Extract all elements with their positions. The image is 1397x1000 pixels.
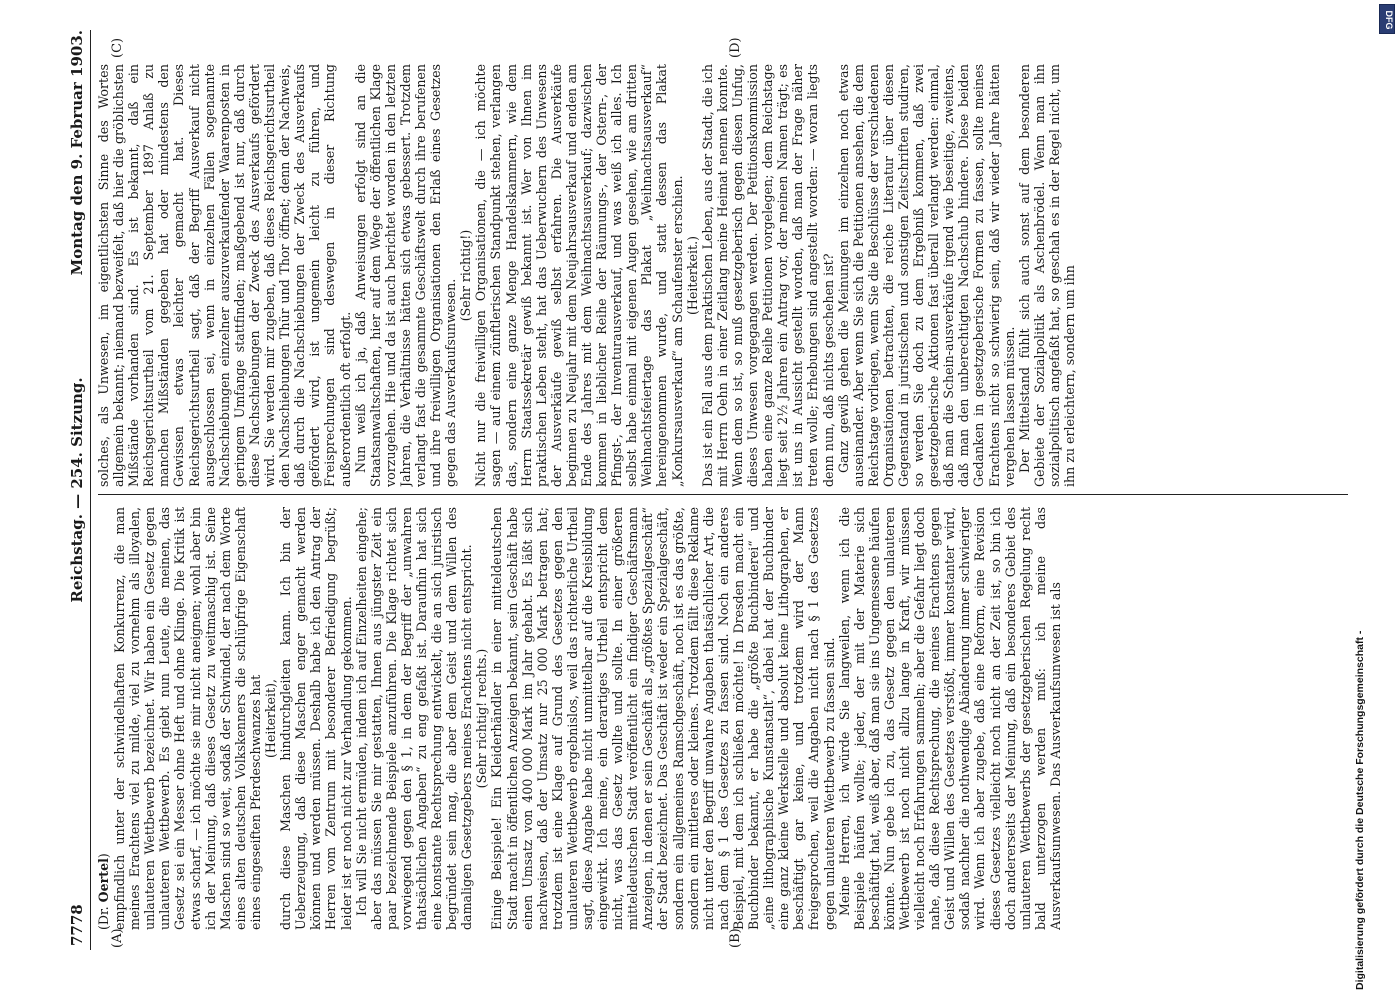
page-header xyxy=(68,30,90,950)
rotated-document xyxy=(68,30,1368,950)
interjection: (Heiterkeit), xyxy=(263,679,279,758)
speaker-prefix: (Dr. xyxy=(96,906,111,930)
paragraph: Nun weiß ich ja, daß Anweisungen erfolgt sind an die Staatsanwaltschaften, hier auf dem Wege der öffentlichen Klage vorzugehen. Hie und da ist auch berichtet worden in den letzten Jahren, die Verhältnisse hätten sich etwas gebessert. Trotzdem verlangt fast die gesammte Geschäftswelt durch ihre berufenen und ihre freiwilligen Organisationen den Erlaß eines Gesetzes gegen das Ausverkaufsunwesen. xyxy=(352,64,459,487)
page-number: 7778 xyxy=(68,904,86,946)
paragraph: Ich will Sie nicht ermüden, indem ich auf Einzelheiten eingehe; aber das müssen Sie mir gestatten, Ihnen aus jüngster Zeit ein paar bezeichnende Beispiele anzuführen. Die Klage richtet sich vorwiegend gegen den § 1, in dem der Begriff der „unwahren thatsächlichen Angaben“ zu eng gefaßt ist. Daraufhin hat sich eine konstante Rechtsprechung entwickelt, die an sich juristisch begründet sein mag, die aber dem Geist und dem Willen des damaligen Gesetzgebers meines Erachtens nicht entspricht. xyxy=(353,507,475,930)
interjection: (Sehr richtig! rechts.) xyxy=(474,648,490,789)
speaker-line xyxy=(96,507,111,930)
margin-marker-d: (D) xyxy=(728,37,743,58)
paragraph: durch diese Maschen hindurchgleiten kann. Ich bin der Ueberzeugung, daß diese Maschen enger gemacht werden können und werden müssen. Deshalb habe ich den Antrag der Herren vom Zentrum mit besonderer Befriedigung begrüßt; leider ist er noch nicht zur Verhandlung gekommen. xyxy=(278,507,354,930)
header-date: Montag den 9. Februar 1903. xyxy=(68,30,86,276)
paragraph: Das ist ein Fall aus dem praktischen Leben, aus der Stadt, die ich mit Herrn Oehn in einer Zeitlang meine Heimat nennen konnte. Wenn dem so ist, so muß gesetzgeberisch gegen diesen Unfug, dieses Unwesen vorgegangen werden. Der Petitionskommission haben eine ganze Reihe Petitionen vorgelegen; dem Reichstage liegt seit 2½ Jahren ein Antrag vor, der meinen Namen trägt; es ist uns in Aussicht gestellt worden, daß man der Frage näher treten wolle; Erhebungen sind angestellt worden: — woran liegts denn nun, daß nichts geschehen ist? xyxy=(699,64,836,487)
digitization-note: Digitalisierung gefördert durch die Deutsche Forschungsgemeinschaft - xyxy=(1354,630,1366,990)
left-column xyxy=(96,507,1346,930)
paragraph: Einige Beispiele! Ein Kleiderhändler in einer mitteldeutschen Stadt macht in öffentlichen Anzeigen bekannt, sein Geschäft habe einen Umsatz von 400 000 Mark im Jahr gehabt. Es läßt sich nachweisen, daß der Umsatz nur 25 000 Mark betragen hat; trotzdem ist eine Klage auf Grund des Gesetzes gegen den unlauteren Wettbewerb ergebnislos, weil das richterliche Urtheil sagt, diese Angabe habe nicht unmittelbar auf die Kreisbildung eingewirkt. Ich meine, ein derartiges Urtheil entspricht dem nicht, was das Gesetz wollte und sollte. In einer größeren mitteldeutschen Stadt veröffentlicht ein findiger Geschäftsmann Anzeigen, in denen er sein Geschäft als „größtes Spezialgeschäft“ der Stadt bezeichnet. Das Geschäft ist weder ein Spezialgeschäft, sondern ein allgemeines Ramschgeschäft, noch ist es das größte, sondern ein mittleres oder kleines. Trotzdem fällt diese Reklame nicht unter den Begriff unwahre Angaben thatsächlicher Art, die nach dem § 1 des Gesetzes zu fassen sind. Noch ein anderes Beispiel, mit dem ich schließen möchte! In Dresden macht ein Buchbinder bekannt, er habe die „größte Buchbinderei“ und „eine lithographische Kunstanstalt“, dabei hat der Buchbinder eine ganz kleine Werkstelle und absolut keine Lithographen, er beschäftigt gar keine, und trotzdem wird der Mann freigesprochen, weil die Angaben nicht nach § 1 des Gesetzes gegen unlauteren Wettbewerb zu fassen sind. xyxy=(489,507,837,930)
paragraph: solches, als Unwesen, im eigentlichsten Sinne des Wortes allgemein bekannt; niemand bezweifelt, daß hier die gröblichsten Mißstände vorhanden sind. Es ist bekannt, daß ein Reichsgerichtsurtheil vom 21. September 1897 Anlaß zu manchen Mißständen gegeben hat oder mindestens den Gewissen etwas leichter gemacht hat. Dieses Reichsgerichtsurtheil sagt, daß der Begriff Ausverkauf nicht ausgeschlossen sei, wenn in einzelnen Fällen sogenannte Nachschiebungen einzelner auszuverkaufender Waarenposten in geringem Umfange stattfinden; maßgebend ist nur, daß durch diese Nachschiebungen der Zweck des Ausverkaufs gefördert wird. Sie werden mir zugeben, daß dieses Reichsgerichtsurtheil den Nachschiebungen Thür und Thor öffnet; denn der Nachweis, daß durch die Nachschiebungen der Zweck des Ausverkaufs gefördert wird, ist ungemein leicht zu führen, und Freisprechungen sind deswegen in dieser Richtung außerordentlich oft erfolgt. xyxy=(96,64,353,487)
interjection: (Sehr richtig!) xyxy=(458,229,474,322)
dfg-logo-text: DFG xyxy=(1384,10,1394,30)
margin-marker-b: (B) xyxy=(728,928,743,948)
paragraph: Meine Herren, ich würde Sie langweilen, wenn ich die Beispiele häufen wollte; jeder, der mit der Materie sich beschäftigt hat, weiß aber, daß man sie ins Ungemessene häufen könnte. Nun gebe ich zu, das Gesetz gegen den unlauteren Wettbewerb ist noch nicht allzu lange in Kraft, wir müssen vielleicht noch Erfahrungen sammeln; aber die Gefahr liegt doch nahe, daß diese Rechtsprechung, die meines Erachtens gegen Geist und Willen des Gesetzes verstößt, immer konstanter wird, sodaß nachher die nothwendige Abänderung immer schwieriger wird. Wenn ich aber zugebe, daß eine Reform, eine Revision dieses Gesetzes vielleicht noch nicht an der Zeit ist, so bin ich doch andererseits der Meinung, daß ein besonderes Gebiet des unlauteren Wettbewerbs der gesetzgeberischen Regelung recht bald unterzogen werden muß: ich meine das Ausverkaufsunwesen. Das Ausverkaufsunwesen ist als xyxy=(836,507,1063,930)
paragraph: Ganz gewiß gehen die Meinungen im einzelnen noch etwas auseinander. Aber wenn Sie sich die Petitionen ansehen, die dem Reichstage vorliegen, wenn Sie die Beschlüsse der verschiedenen Organisationen betrachten, die reiche Literatur über diesen Gegenstand in juristischen und sonstigen Zeitschriften studiren, so werden Sie doch zu dem Ergebniß kommen, daß zwei gesetzgeberische Aktionen fast überall verlangt werden: einmal, daß man die Schein-ausverkäufe irgend wie beseitige, zweitens, daß man den unberechtigten Nachschub hindere. Diese beiden Gedanken in gesetzgeberische Formen zu fassen, sollte meines Erachtens nicht so schwierig sein, daß wir wieder Jahre hätten vergehen lassen müssen. xyxy=(835,64,1017,487)
margin-marker-a: (A) xyxy=(110,928,125,948)
dfg-logo xyxy=(1379,4,1395,34)
paragraph: Der Mittelstand fühlt sich auch sonst auf dem besonderen Gebiete der Sozialpolitik als Aschenbrödel. Wenn man ihn sozialpolitisch angefaßt hat, so geschah es in der Regel nicht, um ihn zu erleichtern, sondern um ihn xyxy=(1016,64,1077,487)
speaker-suffix: ) xyxy=(96,853,111,859)
right-column xyxy=(96,64,1346,487)
speaker-name: Oertel xyxy=(96,858,111,903)
interjection: (Heiterkeit.) xyxy=(684,236,700,315)
paragraph: empfindlich unter der schwindelhaften Konkurrenz, die man meines Erachtens viel zu milde, viel zu vornehm als illoyalen, unlauteren Wettbewerb bezeichnet. Wir haben ein Gesetz gegen unlauteren Wettbewerb. Es giebt nun Leute, die meinen, das Gesetz sei ein Messer ohne Heft und ohne Klinge. Die Kritik ist etwas scharf, — ich möchte sie mir nicht aneignen; wohl aber bin ich der Meinung, daß dieses Gesetz zu weitmaschig ist. Seine Maschen sind so weit, sodaß der Schwindel, der nach dem Worte eines alten deutschen Volkskenners die schlüpfrige Eigenschaft eines eingeseiften Pferdeschwanzes hat xyxy=(112,507,263,930)
margin-marker-c: (C) xyxy=(110,37,125,58)
paragraph: Nicht nur die freiwilligen Organisationen, die — ich möchte sagen — auf einem zünftlerischen Standpunkt stehen, verlangen das, sondern eine ganze Menge Handelskammern, wie dem Herrn Staatssekretär gewiß bekannt ist. Wer von Ihnen im praktischen Leben steht, hat das Ueberwuchern des Unwesens der Ausverkäufe gewiß selbst erfahren. Die Ausverkäufe beginnen zu Neujahr mit dem Neujahrsausverkauf und enden am Ende des Jahres mit dem Weihnachtsausverkauf; dazwischen kommen in lieblicher Reihe der Räumungs-, der Ostern-, der Pfingst-, der Inventurausverkauf, und was weiß ich alles. Ich selbst habe einmal mit eigenen Augen gesehen, wie am dritten Weihnachtsfeiertage das Plakat „Weihnachtsausverkauf“ hereingenommen wurde, und statt dessen das Plakat „Konkursausverkauf“ am Schaufenster erschien. xyxy=(473,64,685,487)
header-rule xyxy=(90,30,91,950)
column-divider xyxy=(98,494,1348,495)
header-session: Reichstag. — 254. Sitzung. xyxy=(68,377,86,603)
